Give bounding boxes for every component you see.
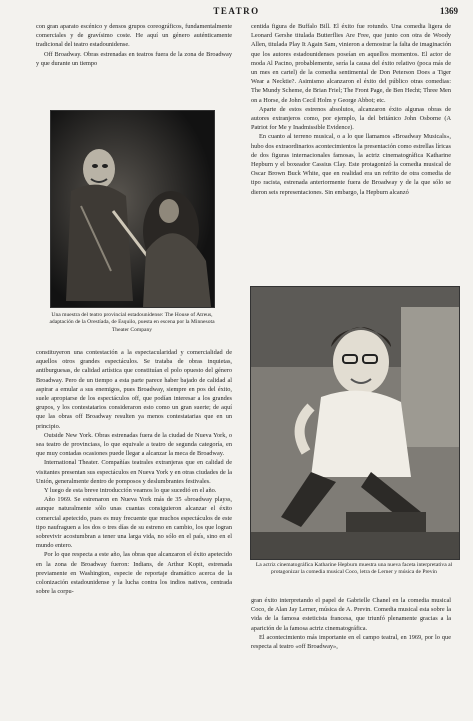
paragraph: Off Broadway. Obras estrenadas en teatros fuera de la zona de Broadway y que durante un tiempo <box>36 50 232 67</box>
left-column-bottom <box>36 348 232 708</box>
page-number: 1369 <box>440 6 458 16</box>
photo-katharine-hepburn <box>250 286 460 560</box>
paragraph: Por lo que respecta a este año, las obras que alcanzaron el éxito apetecido en la zona de Broadway fueron: Indians, de Arthur Kopit, estrenada previamente en Washington, especie de reportaje dramático acerca de la colonización estadounidense y la lucha contra los indios nativos, centrada sobre la corpu- <box>36 551 232 596</box>
running-header-title: TEATRO <box>213 6 260 16</box>
right-column-top <box>251 22 451 282</box>
left-column-top <box>36 22 232 108</box>
paragraph: gran éxito interpretando el papel de Gabrielle Chanel en la comedia musical Coco, de Alan Jay Lerner, música de A. Previn. Comedia musical esta sobre la vida de la famosa esteticista francesa, que triunfó plenamente gracias a la aparición de la famosa actriz cinematográfica. <box>251 597 451 632</box>
actress-photo-illustration <box>251 287 459 559</box>
paragraph: constituyeron una contestación a la espectacularidad y comercialidad de aquellos otros grandes espectáculos. Se trataba de obras inquietas, antiburguesas, de calidad artística que constituían el polo opuesto del género Broadway. Pero de un tiempo a esta parte parece haber bajado de calidad al aspirar a emular a sus enemigos, pues Broadway, siempre en pos del éxito, suele apropiarse de los espectáculos off, que podían interesar a los grandes grupos, y los contestatarios consideraron esto como un gran suerte; de aquí que las obras off Broadway resulten ya menos contestatarias que en un principio. <box>36 349 232 430</box>
right-column-bottom <box>251 596 451 708</box>
paragraph: International Theater. Compañías teatrales extranjeras que en calidad de visitantes presentan sus espectáculos en Nueva York y en otras ciudades de la Unión, generalmente dentro de pomposos y deslumbrantes festivales. <box>36 459 232 485</box>
photo-house-of-atreus <box>50 110 215 308</box>
paragraph: Aparte de estos estrenos absolutos, alcanzaron éxito algunas obras de autores extranjeros como, por ejemplo, la del británico John Osborne (A Patriot for Me y Inadmissible Evidence). <box>251 105 451 132</box>
paragraph: En cuanto al terreno musical, o a lo que llamamos «Broadway Musicals», hubo dos extraordinarios acontecimientos la presentación como estrellas líricas de dos figuras internacionales famosas, la actriz cinematográfica Katharine Hepburn y el boxeador Cassius Clay. Este protagonizó la comedia musical de Oscar Brown Buck White, que en realidad era un refrito de otra comedia de tipo racista, estrenada anteriormente fuera de Broadway y de la que sólo se dieron seis representaciones. Sin embargo, la Hepburn alcanzó <box>251 133 451 196</box>
paragraph: centida figura de Buffalo Bill. El éxito fue rotundo. Una comedia ligera de Leonard Gershe titulada Butterflies Are Free, que junto con otra de Woody Allen, titulada Play It Again Sam, vinieron a demostrar la falta de imaginación que los autores estadounidenses poseían en aquellos momentos. El actor de moda Al Pacino, probablemente, sería la causa del éxito relativo (poca más de un mes en cartel) de la comedia sentimental de Don Peterson Does a Tiger Wear a Necktie?. Asimismo alcanzaron el éxito del público otras comedias: The Mundy Scheme, de Brian Friel; The Front Page, de Ben Hecht; Three Men on a Horse, de John Cecil Holm y George Abbot; etc. <box>251 23 451 104</box>
paragraph: Y luego de esta breve introducción veamos lo que sucedió en el año. <box>44 487 217 495</box>
photo-caption-1: Una muestra del teatro provincial estadounidense: The House of Atreus, adaptación de la Orestíada, de Esquilo, puesta en escena por la Minnesota Theater Company <box>49 312 215 333</box>
paragraph: Outside New York. Obras estrenadas fuera de la ciudad de Nueva York, o sea teatro de provinciass, lo que equivale a teatro de segunda categoría, en que muy contadas ocasiones puede llegar a alcanzar la meca de Broadway. <box>36 431 232 458</box>
photo-caption-2: La actriz cinematográfica Katharine Hepburn muestra una nueva faceta interpretativa al protagonizar la comedia musical Coco, letra de Lerner y música de Previn <box>255 562 453 576</box>
paragraph: con gran aparato escénico y densos grupos coreográficos, fundamentalmente comerciales y de gravísimo coste. He aquí un género auténticamente tradicional del teatro estadounidense. <box>36 23 232 49</box>
paragraph: Año 1969. Se estrenaron en Nueva York más de 35 «broadway playss, aunque naturalmente sólo unas cuantas consiguieron alcanzar el éxito comercial apetecido, pues es muy frecuente que muchos espectáculos de este tipo naufraguen a los dos o tres días de su estreno en cambio, los que logran sobrevivir acostumbran a tener una larga vida, no sólo en el país, sino en el mundo entero. <box>36 496 232 550</box>
theater-photo-illustration <box>51 111 214 307</box>
paragraph: El acontecimiento más importante en el campo teatral, en 1969, por lo que respecta al teatro «off Broadway», <box>251 633 451 651</box>
